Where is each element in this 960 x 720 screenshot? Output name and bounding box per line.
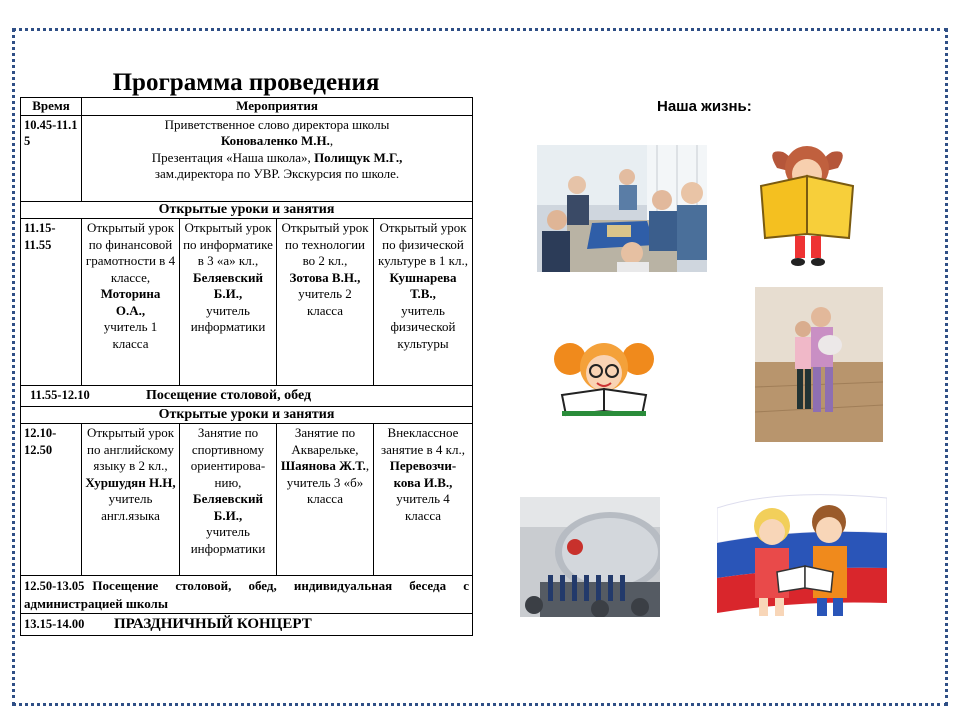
lesson-text: учитель физической культуры: [390, 302, 456, 351]
lesson-text: Открытый урок по информатике в 3 «а» кл.,: [183, 220, 273, 268]
table-row: [21, 424, 473, 576]
girl-glasses-book-clipart: [548, 337, 660, 417]
lunch-row-cell: [21, 386, 473, 407]
table-row: [21, 386, 473, 407]
time-cell: 11.55-12.10: [30, 388, 90, 402]
section-title: Открытые уроки и занятия: [21, 201, 473, 219]
person-name: Зотова В.Н.,: [289, 269, 361, 285]
section-row: [21, 406, 473, 424]
lesson-text: учитель информатики: [190, 302, 266, 334]
lesson-cell: [277, 219, 374, 386]
lesson-text: Занятие по Акварельке,: [291, 425, 359, 457]
person-name: Беляевский Б.И.,: [193, 269, 263, 301]
lesson-text: Внеклассное занятие в 4 кл.,: [381, 425, 465, 457]
event-line: зам.директора по УВР. Экскурсия по школе.: [154, 166, 400, 181]
lesson-text: Открытый урок по английскому языку в 2 кл.,: [86, 425, 175, 473]
classroom-photo: [537, 145, 707, 272]
event-text: ,: [329, 133, 334, 148]
lunch-talk-cell: [21, 576, 473, 614]
lesson-cell: [180, 219, 277, 386]
lesson-cell: [374, 424, 473, 576]
person-name: Шаянова Ж.Т.: [280, 458, 366, 473]
header-time: Время: [21, 98, 82, 116]
lesson-text: Открытый урок по технологии во 2 кл.,: [281, 220, 369, 268]
lesson-text: учитель 1 класса: [103, 319, 158, 351]
event-cell: [82, 115, 473, 201]
lesson-text: Открытый урок по финансовой грамотности в 4 классе,: [85, 220, 176, 285]
time-cell: 12.10-12.50: [21, 424, 82, 576]
event-line: Приветственное слово директора школы: [164, 116, 390, 132]
person-name: Перевозчи-кова И.В.,: [389, 458, 457, 490]
lesson-text: Занятие по спортивному ориентирова-нию,: [190, 425, 266, 490]
page-title: Программа проведения: [112, 69, 380, 96]
table-row: [21, 614, 473, 636]
event-text: Посещение столовой, обед, индивидуальная беседа с администрацией школы: [24, 578, 470, 611]
kids-flag-book-clipart: [717, 488, 887, 620]
lesson-cell: [82, 219, 180, 386]
header-events: Мероприятия: [82, 98, 473, 116]
lesson-text: учитель 2 класса: [298, 286, 352, 318]
event-line: [85, 133, 469, 150]
lesson-cell: [374, 219, 473, 386]
lesson-text: Открытый урок по физической культуре в 1 кл.,: [378, 220, 468, 268]
time-cell: 10.45-11.15: [21, 115, 82, 201]
time-cell: 12.50-13.05: [24, 579, 85, 593]
lesson-text: учитель информатики: [190, 524, 266, 556]
person-name: Полищук М.Г.,: [314, 149, 403, 165]
person-name: Коноваленко М.Н.: [220, 133, 330, 148]
lesson-cell: [82, 424, 180, 576]
event-text: Презентация «Наша школа»,: [151, 149, 315, 165]
concert-cell: [21, 614, 473, 636]
event-text: Посещение столовой, обед: [146, 388, 312, 403]
table-row: [21, 219, 473, 386]
side-title: Наша жизнь:: [657, 98, 752, 115]
event-text: ПРАЗДНИЧНЫЙ КОНЦЕРТ: [114, 616, 312, 632]
lesson-text: учитель 4 класса: [396, 491, 450, 523]
section-row: [21, 201, 473, 219]
event-line: [85, 150, 469, 167]
table-row: [21, 115, 473, 201]
person-name: Хуршудян Н.Н,: [85, 474, 176, 490]
lesson-cell: [277, 424, 374, 576]
space-museum-photo: [520, 497, 660, 617]
gym-photo: [755, 287, 883, 442]
time-cell: 13.15-14.00: [24, 617, 85, 631]
program-table: [20, 97, 473, 636]
table-row: [21, 576, 473, 614]
header-row: [21, 98, 473, 116]
lesson-text: учитель англ.языка: [101, 491, 160, 523]
person-name: Моторина О.А.,: [100, 286, 161, 318]
girl-reading-clipart: [755, 138, 860, 268]
time-cell: 11.15-11.55: [21, 219, 82, 386]
section-title: Открытые уроки и занятия: [21, 406, 473, 424]
lesson-text: , учитель 3 «б» класса: [286, 458, 370, 506]
person-name: Беляевский Б.И.,: [193, 491, 263, 523]
person-name: Кушнарева Т.В.,: [389, 269, 457, 301]
lesson-cell: [180, 424, 277, 576]
